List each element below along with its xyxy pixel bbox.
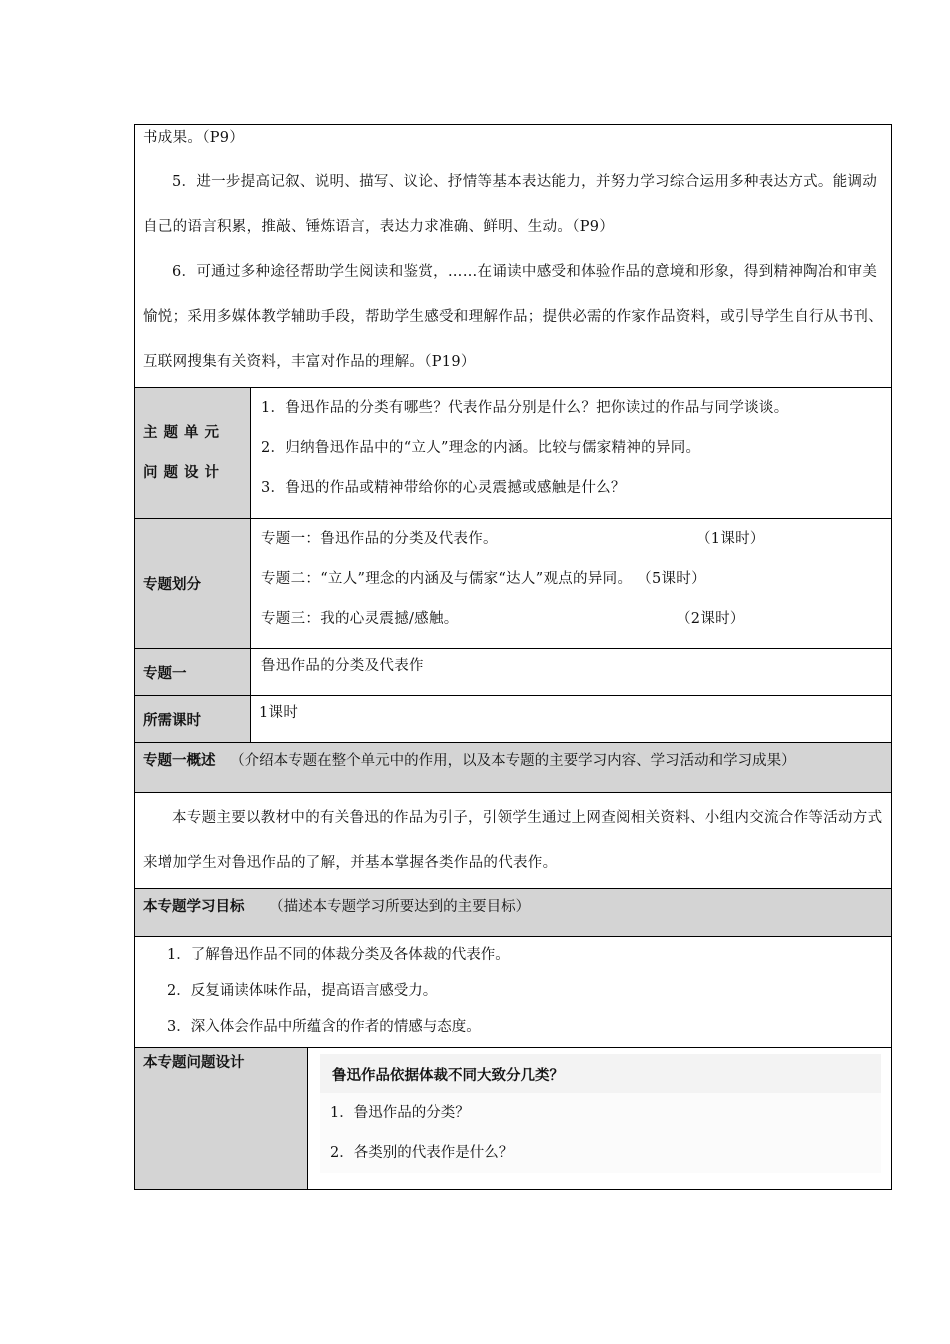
topic-item-3 — [251, 599, 891, 639]
standards-line-2: 5．进一步提高记叙、说明、描写、议论、抒情等基本表达能力，并努力学习综合运用多种表达方式。能调动自己的语言积累，推敲、锤炼语言，表达力求准确、鲜明、生动。（P9） — [143, 174, 878, 235]
topic-item-3-hours: （2课时） — [676, 611, 745, 627]
goals-label: 本专题学习目标 — [143, 899, 245, 915]
sub-questions — [320, 1093, 881, 1173]
topics-label: 专题划分 — [143, 577, 201, 593]
unit-question-1: 1．鲁迅作品的分类有哪些？代表作品分别是什么？把你读过的作品与同学谈谈。 — [261, 400, 789, 416]
unit-questions-label: 主题单元问题设计 — [143, 425, 225, 481]
main-question: 鲁迅作品依据体裁不同大致分几类？ — [332, 1068, 564, 1084]
overview-header — [135, 743, 891, 779]
hours-label-cell — [135, 696, 251, 743]
goals-list — [135, 937, 891, 1045]
hours-value-cell — [251, 696, 892, 743]
goals-header-cell — [135, 889, 892, 937]
overview-label: 专题一概述 — [143, 753, 216, 769]
topic-item-3-text: 专题三：我的心灵震撼/感触。 — [261, 611, 459, 627]
standards-row — [135, 125, 892, 388]
hours-value: 1课时 — [259, 705, 299, 721]
topic-item-2-text: 专题二：“立人”理念的内涵及与儒家“达人”观点的异同。 — [261, 571, 633, 587]
overview-text: 本专题主要以教材中的有关鲁迅的作品为引子，引领学生通过上网查阅相关资料、小组内交流合作等活动方式来增加学生对鲁迅作品的了解，并基本掌握各类作品的代表作。 — [143, 809, 883, 871]
goals-list-cell — [135, 937, 892, 1048]
goal-item-1: 1．了解鲁迅作品不同的体裁分类及各体裁的代表作。 — [167, 947, 510, 963]
overview-hint: （介绍本专题在整个单元中的作用，以及本专题的主要学习内容、学习活动和学习成果） — [230, 753, 796, 769]
topic-one-row — [135, 649, 892, 696]
hours-row — [135, 696, 892, 743]
overview-header-row — [135, 743, 892, 793]
hours-label: 所需课时 — [143, 712, 201, 729]
unit-question-2: 2．归纳鲁迅作品中的“立人”理念的内涵。比较与儒家精神的异同。 — [261, 440, 701, 456]
topic-item-2-hours: （5课时） — [637, 571, 706, 587]
goals-header-row — [135, 889, 892, 937]
lesson-plan-table — [134, 124, 892, 1190]
unit-questions-row — [135, 388, 892, 519]
topics-list — [251, 519, 892, 649]
question-design-label-cell — [135, 1048, 308, 1190]
standards-cell — [135, 125, 892, 388]
unit-questions-label-cell — [135, 388, 251, 519]
unit-questions-list — [251, 388, 892, 519]
question-design-content-cell — [308, 1048, 892, 1190]
overview-text-cell — [135, 793, 892, 889]
topic-one-value: 鲁迅作品的分类及代表作 — [261, 658, 424, 674]
standards-line-1: 书成果。（P9） — [143, 130, 245, 146]
topic-one-label-cell — [135, 649, 251, 696]
topic-item-1 — [251, 519, 891, 559]
topics-label-cell — [135, 519, 251, 649]
question-design-row — [135, 1048, 892, 1190]
goals-header — [135, 889, 891, 925]
overview-text-row — [135, 793, 892, 889]
goals-list-row — [135, 937, 892, 1048]
topic-item-1-hours: （1课时） — [696, 531, 765, 547]
topic-one-value-cell — [251, 649, 892, 696]
topic-item-1-text: 专题一：鲁迅作品的分类及代表作。 — [261, 531, 498, 547]
standards-line-3: 6．可通过多种途径帮助学生阅读和鉴赏，……在诵读中感受和体验作品的意境和形象，得到精神陶冶和审美愉悦；采用多媒体教学辅助手段，帮助学生感受和理解作品；提供必需的作家作品资料，或引导学生自行从书刊、互联网搜集有关资料，丰富对作品的理解。（P19） — [143, 264, 883, 370]
sub-question-1: 1．鲁迅作品的分类？ — [330, 1105, 470, 1121]
overview-header-cell — [135, 743, 892, 793]
topics-row — [135, 519, 892, 649]
question-design-label: 本专题问题设计 — [143, 1055, 245, 1071]
unit-question-3: 3．鲁迅的作品或精神带给你的心灵震撼或感触是什么？ — [261, 480, 626, 496]
topic-one-label: 专题一 — [143, 665, 187, 682]
topic-item-2 — [251, 559, 891, 599]
goals-hint: （描述本专题学习所要达到的主要目标） — [269, 899, 531, 915]
question-design-box — [320, 1054, 881, 1173]
sub-question-2: 2．各类别的代表作是什么？ — [330, 1145, 514, 1161]
document-page — [134, 124, 890, 1190]
goal-item-2: 2．反复诵读体味作品，提高语言感受力。 — [167, 983, 438, 999]
goal-item-3: 3．深入体会作品中所蕴含的作者的情感与态度。 — [167, 1019, 481, 1035]
